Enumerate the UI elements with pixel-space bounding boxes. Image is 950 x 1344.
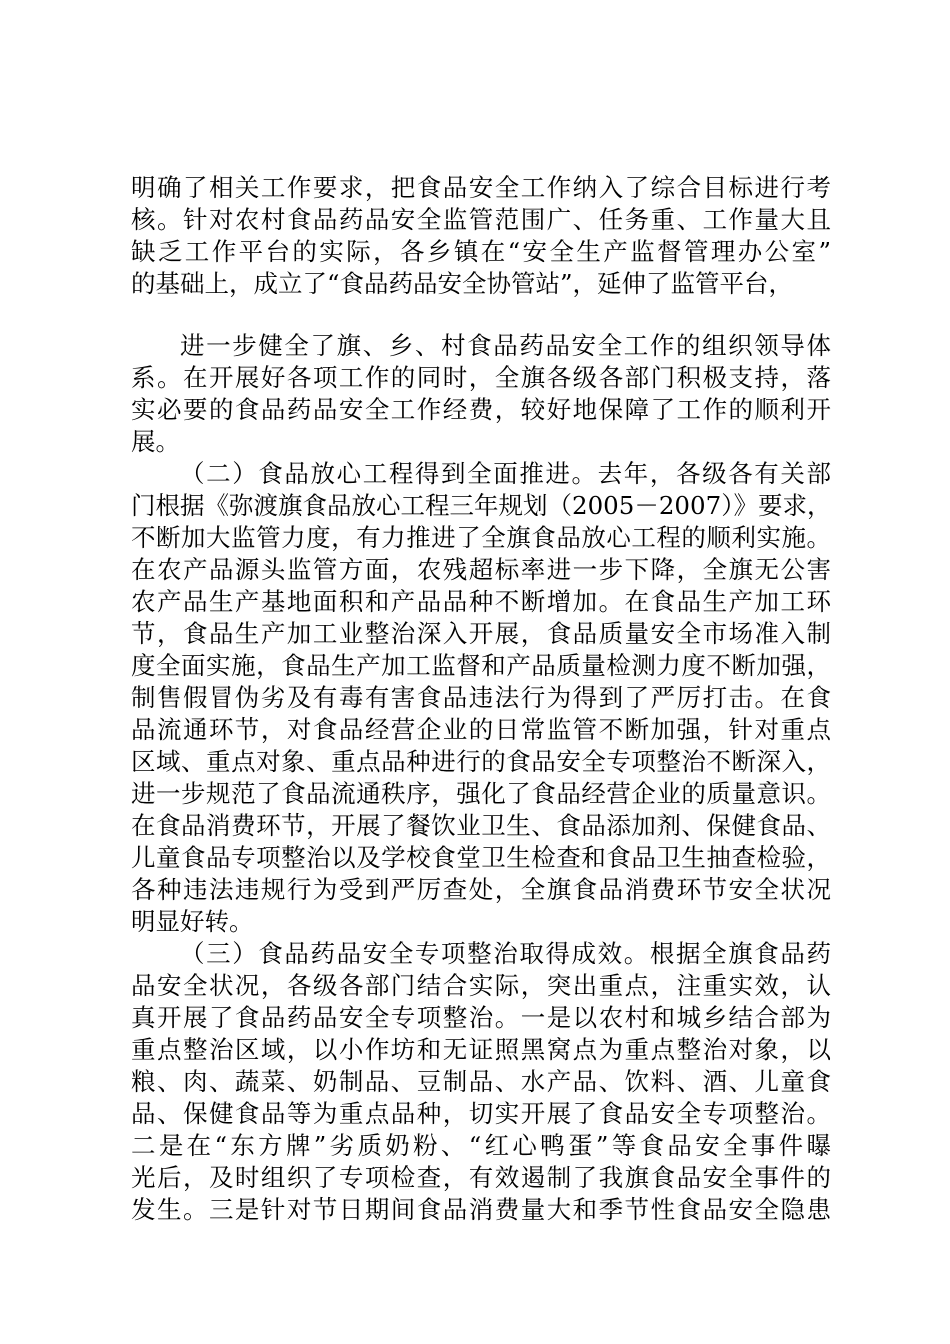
text-line: 品、保健食品等为重点品种，切实开展了食品安全专项整治。 <box>131 1099 831 1128</box>
text-line: 在农产品源头监管方面，农残超标率进一步下降，全旗无公害 <box>131 555 831 584</box>
text-line: 品流通环节，对食品经营企业的日常监管不断加强，针对重点 <box>131 715 831 744</box>
text-line: 粮、肉、蔬菜、奶制品、豆制品、水产品、饮料、酒、儿童食 <box>131 1067 831 1096</box>
text-line: 各种违法违规行为受到严厉查处，全旗食品消费环节安全状况 <box>131 875 831 904</box>
text-line: 在食品消费环节，开展了餐饮业卫生、食品添加剂、保健食品、 <box>131 811 831 840</box>
text-line: 明显好转。 <box>131 907 254 936</box>
text-line: 进一步规范了食品流通秩序，强化了食品经营企业的质量意识。 <box>131 779 831 808</box>
text-line: 真开展了食品药品安全专项整治。一是以农村和城乡结合部为 <box>131 1003 831 1032</box>
text-line: 展。 <box>131 427 180 456</box>
text-line: 核。针对农村食品药品安全监管范围广、任务重、工作量大且 <box>131 205 831 234</box>
text-line: 实必要的食品药品安全工作经费，较好地保障了工作的顺利开 <box>131 395 831 424</box>
text-line: （三）食品药品安全专项整治取得成效。根据全旗食品药 <box>180 939 831 968</box>
text-line: 度全面实施，食品生产加工监督和产品质量检测力度不断加强， <box>131 651 831 680</box>
text-line: 节，食品生产加工业整治深入开展，食品质量安全市场准入制 <box>131 619 831 648</box>
text-line: 区域、重点对象、重点品种进行的食品安全专项整治不断深入， <box>131 747 831 776</box>
text-line: 进一步健全了旗、乡、村食品药品安全工作的组织领导体 <box>180 331 831 360</box>
text-line: 二是在“东方牌”劣质奶粉、“红心鸭蛋”等食品安全事件曝 <box>131 1131 831 1160</box>
text-line: 重点整治区域，以小作坊和无证照黑窝点为重点整治对象，以 <box>131 1035 831 1064</box>
text-line: 儿童食品专项整治以及学校食堂卫生检查和食品卫生抽查检验， <box>131 843 831 872</box>
text-line: 系。在开展好各项工作的同时，全旗各级各部门积极支持，落 <box>131 363 831 392</box>
text-line: 门根据《弥渡旗食品放心工程三年规划（2005－2007）》要求， <box>131 491 832 520</box>
text-line: 的基础上，成立了“食品药品安全协管站”，延伸了监管平台， <box>131 269 794 298</box>
text-line: 发生。三是针对节日期间食品消费量大和季节性食品安全隐患 <box>131 1195 831 1224</box>
text-line: 光后，及时组织了专项检查，有效遏制了我旗食品安全事件的 <box>131 1163 831 1192</box>
text-line: 不断加大监管力度，有力推进了全旗食品放心工程的顺利实施。 <box>131 523 831 552</box>
text-line: 缺乏工作平台的实际，各乡镇在“安全生产监督管理办公室” <box>131 237 831 266</box>
text-line: 制售假冒伪劣及有毒有害食品违法行为得到了严厉打击。在食 <box>131 683 831 712</box>
text-line: （二）食品放心工程得到全面推进。去年，各级各有关部 <box>180 459 831 488</box>
text-line: 品安全状况，各级各部门结合实际，突出重点，注重实效，认 <box>131 971 831 1000</box>
text-line: 农产品生产基地面积和产品品种不断增加。在食品生产加工环 <box>131 587 831 616</box>
text-line: 明确了相关工作要求，把食品安全工作纳入了综合目标进行考 <box>131 173 831 202</box>
